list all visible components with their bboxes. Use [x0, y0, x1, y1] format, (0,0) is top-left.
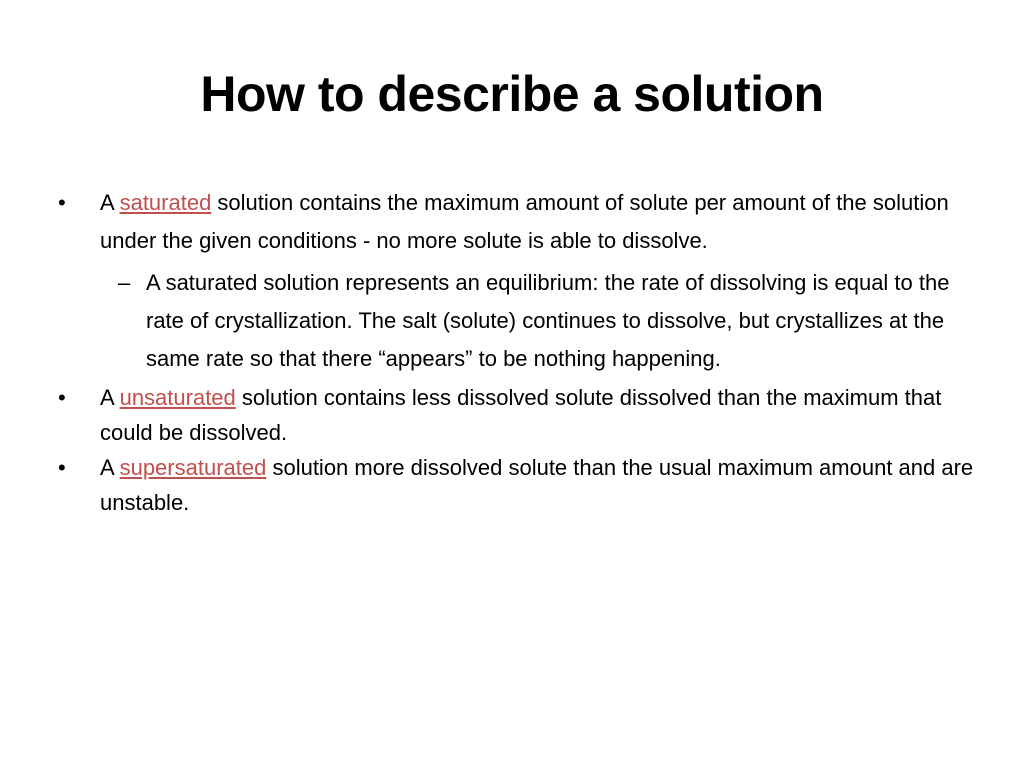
bullet-text: solution contains the maximum amount of solute per amount of the solution under the given conditions - no more solute is able to dissolve. — [100, 190, 949, 253]
bullet-saturated — [58, 184, 978, 260]
supersaturated-link[interactable]: supersaturated — [119, 455, 267, 480]
bullet-prefix: A — [100, 385, 120, 410]
slide-title: How to describe a solution — [200, 66, 824, 122]
saturated-link[interactable]: saturated — [119, 190, 212, 215]
bullet-prefix: A — [100, 455, 120, 480]
bullet-text: solution contains less dissolved solute dissolved than the maximum that could be dissolved. — [100, 385, 942, 445]
unsaturated-link[interactable]: unsaturated — [119, 385, 236, 410]
dash-icon: – — [118, 270, 131, 295]
sub-bullet-equilibrium — [118, 264, 978, 378]
bullet-prefix: A — [100, 190, 120, 215]
sub-bullet-text: A saturated solution represents an equilibrium: the rate of dissolving is equal to the rate of crystallization. The salt (solute) continues to dissolve, but crystallizes at the same rate so that there “appears” to be nothing happening. — [146, 270, 950, 371]
bullet-dot-icon: • — [58, 385, 66, 410]
bullet-unsaturated — [58, 380, 978, 450]
slide-content — [58, 184, 978, 520]
bullet-dot-icon: • — [58, 190, 66, 215]
bullet-supersaturated — [58, 450, 978, 520]
bullet-dot-icon: • — [58, 455, 66, 480]
bullet-text: solution more dissolved solute than the usual maximum amount and are unstable. — [100, 455, 974, 515]
